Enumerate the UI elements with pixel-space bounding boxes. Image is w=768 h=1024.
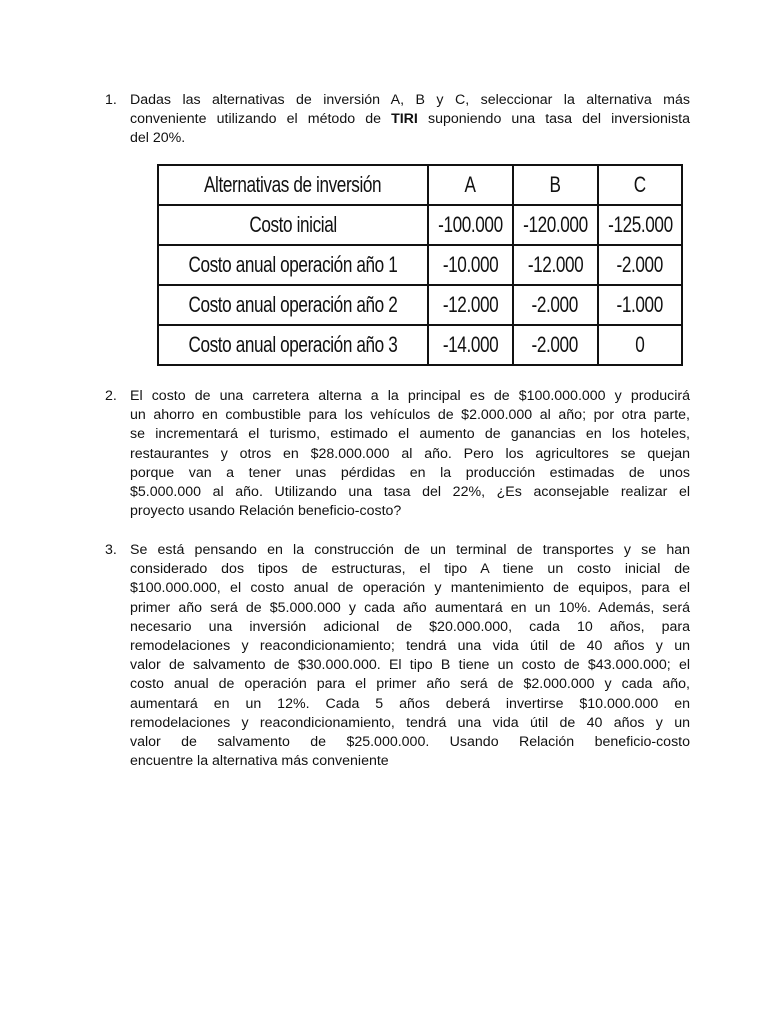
value-cell	[513, 325, 598, 365]
value-cell	[513, 205, 598, 245]
text-segment: restaurantes y otros en $28.000.000 al año. Pero los agricultores se quejan	[130, 445, 690, 462]
text-line	[130, 425, 690, 444]
cell-text: -120.000	[522, 212, 588, 237]
row-label-cell	[158, 285, 428, 325]
cell-text: B	[549, 172, 561, 197]
cell-text: -2.000	[531, 292, 579, 317]
text-segment: del 20%.	[130, 130, 186, 147]
text-line	[130, 406, 690, 425]
text-segment: conveniente utilizando el método de	[130, 111, 392, 128]
header-alternative-cell	[513, 165, 598, 205]
text-segment: encuentre la alternativa más conveniente	[130, 753, 389, 770]
value-cell	[598, 325, 683, 365]
cell-text: Costo anual operación año 2	[188, 292, 398, 317]
cell-text: -12.000	[527, 252, 583, 277]
text-segment: El costo de una carretera alterna a la principal es de $100.000.000 y producirá	[130, 388, 690, 404]
value-cell	[598, 205, 683, 245]
investment-alternatives-table	[157, 164, 683, 366]
text-segment: proyecto usando Relación beneficio-costo?	[130, 503, 402, 520]
text-line	[130, 502, 690, 521]
cell-text: A	[464, 172, 476, 197]
value-cell	[428, 245, 513, 285]
header-label-cell	[158, 165, 428, 205]
question-text	[130, 91, 690, 149]
row-label-cell	[158, 245, 428, 285]
question-number: 2.	[105, 388, 117, 404]
cell-text: Alternativas de inversión	[204, 172, 382, 197]
question-number: 1.	[105, 92, 117, 108]
question-text	[130, 387, 690, 521]
text-segment: primer año será de $5.000.000 y cada año aumentará en un 10%. Además, será	[130, 599, 690, 616]
text-line	[130, 464, 690, 483]
header-alternative-cell	[428, 165, 513, 205]
table-row	[158, 205, 682, 245]
question-2	[105, 387, 690, 521]
text-segment: Dadas las alternativas de inversión A, B y C, seleccionar la alternativa más	[130, 92, 690, 108]
value-cell	[428, 285, 513, 325]
text-segment: un ahorro en combustible para los vehículos de $2.000.000 al año; por otra parte,	[130, 407, 690, 424]
text-line	[130, 618, 690, 637]
text-line	[130, 483, 690, 502]
text-line	[130, 752, 690, 771]
text-segment: suponiendo una tasa del inversionista	[417, 111, 690, 128]
value-cell	[513, 245, 598, 285]
cell-text: -10.000	[442, 252, 498, 277]
row-label-cell	[158, 325, 428, 365]
text-line	[130, 445, 690, 464]
cell-text: -125.000	[607, 212, 673, 237]
text-line	[130, 733, 690, 752]
question-1	[105, 91, 690, 149]
text-line	[130, 637, 690, 656]
text-line	[130, 560, 690, 579]
text-line	[130, 695, 690, 714]
cell-text: C	[633, 172, 646, 197]
table-row	[158, 325, 682, 365]
text-line	[130, 110, 690, 129]
cell-text: -2.000	[616, 252, 664, 277]
cell-text: Costo anual operación año 1	[188, 252, 398, 277]
table-row	[158, 285, 682, 325]
text-segment: costo anual de operación para el primer año será de $2.000.000 y cada año,	[130, 676, 690, 693]
text-segment: remodelaciones y reacondicionamiento; tendrá una vida útil de 40 años y un	[130, 638, 690, 655]
value-cell	[598, 285, 683, 325]
table-header-row	[158, 165, 682, 205]
cell-text: Costo anual operación año 3	[188, 332, 398, 357]
text-segment: necesario una inversión adicional de $20.000.000, cada 10 años, para	[130, 618, 690, 635]
bold-term: TIRI	[391, 111, 418, 128]
cell-text: -2.000	[531, 332, 579, 357]
text-segment: considerado dos tipos de estructuras, el tipo A tiene un costo inicial de	[130, 561, 690, 578]
question-number: 3.	[105, 542, 117, 558]
text-line	[130, 675, 690, 694]
text-line	[130, 541, 690, 560]
question-3	[105, 541, 690, 771]
cell-text: Costo inicial	[249, 212, 337, 237]
text-line	[130, 387, 690, 406]
question-text	[130, 541, 690, 771]
text-line	[130, 579, 690, 598]
text-line	[130, 91, 690, 110]
text-segment: $5.000.000 al año. Utilizando una tasa del 22%, ¿Es aconsejable realizar el	[130, 484, 690, 501]
text-segment: aumentará en un 12%. Cada 5 años deberá invertirse $10.000.000 en	[130, 695, 690, 712]
cell-text: -100.000	[437, 212, 503, 237]
text-segment: porque van a tener unas pérdidas en la producción estimadas de unos	[130, 464, 690, 481]
text-line	[130, 599, 690, 618]
value-cell	[513, 285, 598, 325]
text-segment: Se está pensando en la construcción de un terminal de transportes y se han	[130, 542, 690, 558]
value-cell	[428, 205, 513, 245]
text-segment: valor de salvamento de $30.000.000. El tipo B tiene un costo de $43.000.000; el	[130, 657, 690, 674]
value-cell	[428, 325, 513, 365]
text-line	[130, 129, 690, 148]
text-segment: remodelaciones y reacondicionamiento, tendrá una vida útil de 40 años y un	[130, 714, 690, 731]
text-segment: $100.000.000, el costo anual de operación y mantenimiento de equipos, para el	[130, 580, 690, 597]
table-row	[158, 245, 682, 285]
text-line	[130, 714, 690, 733]
cell-text: 0	[635, 332, 645, 357]
text-segment: valor de salvamento de $25.000.000. Usando Relación beneficio-costo	[130, 734, 690, 751]
text-segment: se incrementará el turismo, estimado el aumento de ganancias en los hoteles,	[130, 426, 690, 443]
cell-text: -12.000	[442, 292, 498, 317]
row-label-cell	[158, 205, 428, 245]
value-cell	[598, 245, 683, 285]
cell-text: -14.000	[442, 332, 498, 357]
cell-text: -1.000	[616, 292, 664, 317]
header-alternative-cell	[598, 165, 683, 205]
text-line	[130, 656, 690, 675]
